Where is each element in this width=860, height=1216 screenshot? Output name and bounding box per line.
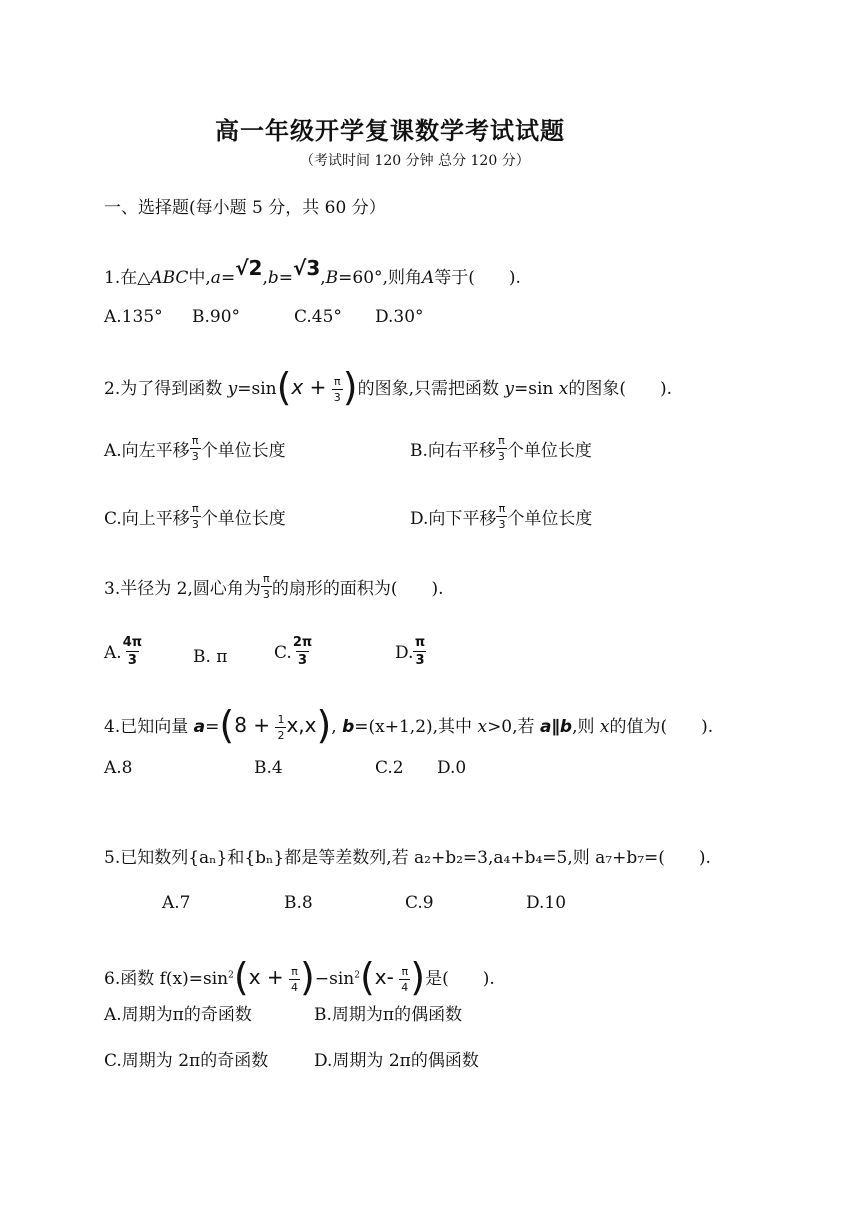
fraction-pi-3: $\frac{\pi}{3}$: [191, 434, 199, 463]
option-4a: A.8: [104, 758, 133, 778]
fraction-pi-4: $\frac{\pi}{4}$: [401, 965, 409, 994]
option-5d: D.10: [526, 893, 567, 913]
option-5b: B.8: [284, 893, 313, 913]
question-3: 3.半径为 2,圆心角为 $\frac{\pi}{3}$ 的扇形的面积为( ).: [104, 572, 444, 601]
option-6a: A.周期为π的奇函数: [104, 1005, 252, 1025]
section-heading: 一、选择题(每小题 5 分，共 60 分）: [104, 198, 386, 218]
sqrt-3: √3: [293, 256, 321, 280]
option-3a: A. $\frac{4\pi}{3}$: [104, 635, 143, 668]
option-1a: A.135°: [104, 307, 163, 327]
fraction-pi-3: $\frac{\pi}{3}$: [262, 572, 270, 601]
exam-title: 高一年级开学复课数学考试试题: [215, 116, 565, 145]
option-3d: D. $\frac{\pi}{3}$: [395, 635, 426, 668]
option-5c: C.9: [405, 893, 434, 913]
option-4c: C.2: [375, 758, 404, 778]
option-4b: B.4: [254, 758, 283, 778]
option-2c: C.向上平移 $\frac{\pi}{3}$ 个单位长度: [104, 502, 286, 531]
sqrt-2: √2: [235, 256, 263, 280]
fraction-4pi-3: $\frac{4\pi}{3}$: [122, 635, 143, 668]
question-4: 4.已知向量 a=(8 + $\frac{1}{2}$ x,x), b=(x+1,2),其中 x>0,若 a∥b,则 x的值为( ).: [104, 703, 714, 747]
fraction-pi-3: $\frac{\pi}{3}$: [333, 375, 341, 404]
option-2b: B.向右平移 $\frac{\pi}{3}$ 个单位长度: [410, 434, 592, 463]
option-1c: C.45°: [294, 307, 342, 327]
exam-subtitle: （考试时间 120 分钟 总分 120 分）: [300, 153, 530, 169]
option-1d: D.30°: [375, 307, 424, 327]
option-2a: A.向左平移 $\frac{\pi}{3}$ 个单位长度: [104, 434, 286, 463]
option-5a: A.7: [162, 893, 191, 913]
fraction-2pi-3: $\frac{2\pi}{3}$: [292, 635, 313, 668]
option-6d: D.周期为 2π的偶函数: [314, 1051, 479, 1071]
option-1b: B.90°: [192, 307, 241, 327]
fraction-1-2: $\frac{1}{2}$: [277, 713, 285, 742]
fraction-pi-3: $\frac{\pi}{3}$: [498, 502, 506, 531]
question-5: 5.已知数列{aₙ}和{bₙ}都是等差数列,若 a₂+b₂=3,a₄+b₄=5,则 a₇+b₇=( ).: [104, 848, 711, 868]
option-6c: C.周期为 2π的奇函数: [104, 1051, 269, 1071]
fraction-pi-4: $\frac{\pi}{4}$: [291, 965, 299, 994]
fraction-pi-3: $\frac{\pi}{3}$: [191, 502, 199, 531]
fraction-pi-3: $\frac{\pi}{3}$: [414, 635, 426, 668]
question-1: 1.在△ABC中,a=√2,b=√3,B=60°,则角A等于( ).: [104, 256, 521, 288]
option-2d: D.向下平移 $\frac{\pi}{3}$ 个单位长度: [410, 502, 593, 531]
option-3b: B. π: [193, 647, 228, 667]
fraction-pi-3: $\frac{\pi}{3}$: [497, 434, 505, 463]
question-6: 6.函数 $f(x)=\sin^2(x$ + $\frac{\pi}{4}$ )$-\sin^2(x-$ $\frac{\pi}{4}$ )是( ).: [104, 955, 495, 999]
option-3c: C. $\frac{2\pi}{3}$: [274, 635, 313, 668]
option-4d: D.0: [437, 758, 467, 778]
question-2: 2.为了得到函数 y=sin(x + $\frac{\pi}{3}$ )的图象,只需把函数 y=sin x的图象( ).: [104, 365, 673, 409]
option-6b: B.周期为π的偶函数: [314, 1005, 463, 1025]
